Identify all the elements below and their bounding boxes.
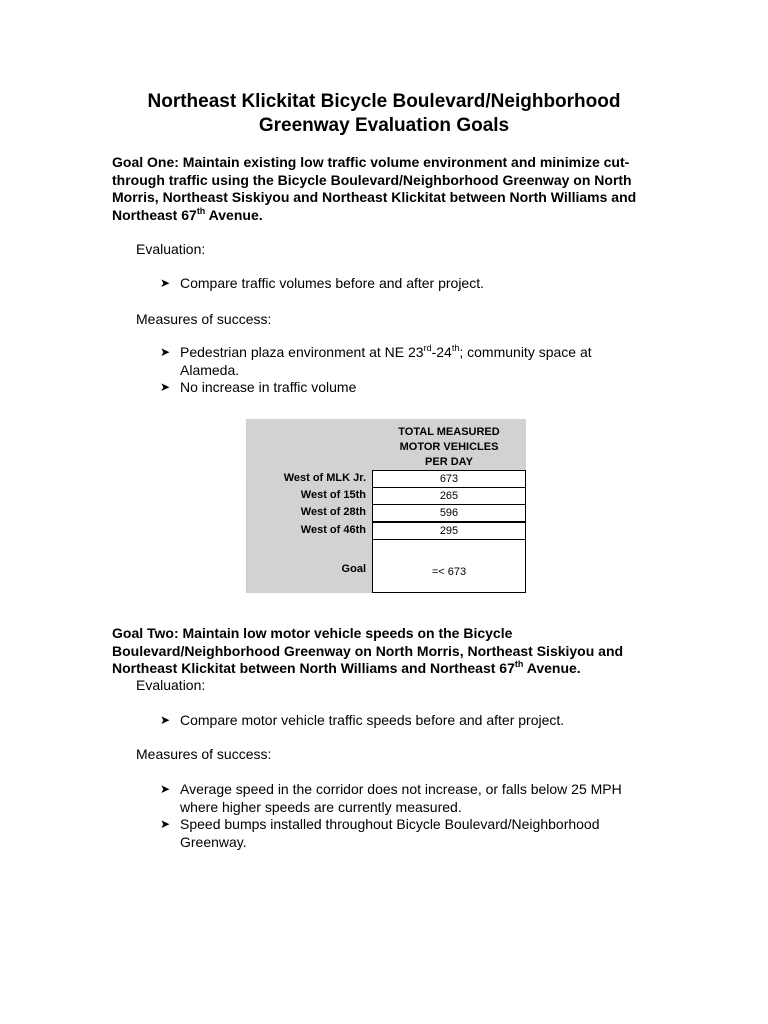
goal-two-evaluation-list: [160, 712, 660, 730]
table-goal-label: Goal: [341, 563, 366, 575]
list-item: ➤ No increase in traffic volume: [160, 379, 357, 395]
goal-one-measures-label: Measures of success:: [136, 311, 272, 327]
goal-one-measures-list: [160, 344, 630, 397]
table-cell: 673: [372, 470, 526, 488]
arrowhead-bullet-icon: ➤: [160, 276, 171, 290]
table-row-label: West of 15th: [300, 489, 366, 501]
traffic-volume-table: [246, 419, 526, 593]
table-row-label: West of MLK Jr.: [283, 472, 366, 484]
goal-one-heading: Goal One: Maintain existing low traffic volume environment and minimize cut-through traffic using the Bicycle Boulevard/Neighborhood Greenway on North Morris, Northeast Siskiyou and Northeast Klickitat between North Williams and Northeast 67th Avenue.: [112, 154, 637, 223]
arrowhead-bullet-icon: ➤: [160, 345, 171, 359]
document-title: [100, 90, 668, 138]
goal-two-measures-label: Measures of success:: [136, 746, 272, 762]
table-cell: 596: [372, 504, 526, 522]
goal-one-evaluation-list: [160, 275, 660, 293]
list-item: ➤ Average speed in the corridor does not increase, or falls below 25 MPH where higher speeds are currently measured.: [160, 781, 622, 815]
table-row-label: West of 46th: [300, 524, 366, 536]
table-row-label: West of 28th: [300, 506, 366, 518]
arrowhead-bullet-icon: ➤: [160, 782, 171, 796]
arrowhead-bullet-icon: ➤: [160, 817, 171, 831]
arrowhead-bullet-icon: ➤: [160, 380, 171, 394]
list-item: ➤ Compare motor vehicle traffic speeds before and after project.: [160, 712, 565, 728]
list-item: ➤ Compare traffic volumes before and after project.: [160, 275, 485, 291]
arrowhead-bullet-icon: ➤: [160, 713, 171, 727]
title-line-2: Greenway Evaluation Goals: [258, 115, 510, 136]
goal-two-heading: Goal Two: Maintain low motor vehicle speeds on the Bicycle Boulevard/Neighborhood Greenway on North Morris, Northeast Siskiyou and Northeast Klickitat between North Williams and Northeast 67th Avenue.: [112, 625, 624, 676]
list-item: ➤ Pedestrian plaza environment at NE 23rd-24th; community space at Alameda.: [160, 343, 592, 378]
table-header: TOTAL MEASURED MOTOR VEHICLES PER DAY: [398, 426, 500, 468]
list-item: ➤ Speed bumps installed throughout Bicycle Boulevard/Neighborhood Greenway.: [160, 816, 600, 850]
table-cell: 265: [372, 487, 526, 505]
title-line-1: Northeast Klickitat Bicycle Boulevard/Neighborhood: [147, 91, 621, 112]
goal-one-evaluation-label: Evaluation:: [136, 241, 206, 257]
goal-two-measures-list: [160, 781, 640, 851]
table-goal-cell: =< 673: [372, 539, 526, 593]
table-cell: 295: [372, 522, 526, 540]
goal-two-evaluation-label: Evaluation:: [136, 677, 206, 693]
